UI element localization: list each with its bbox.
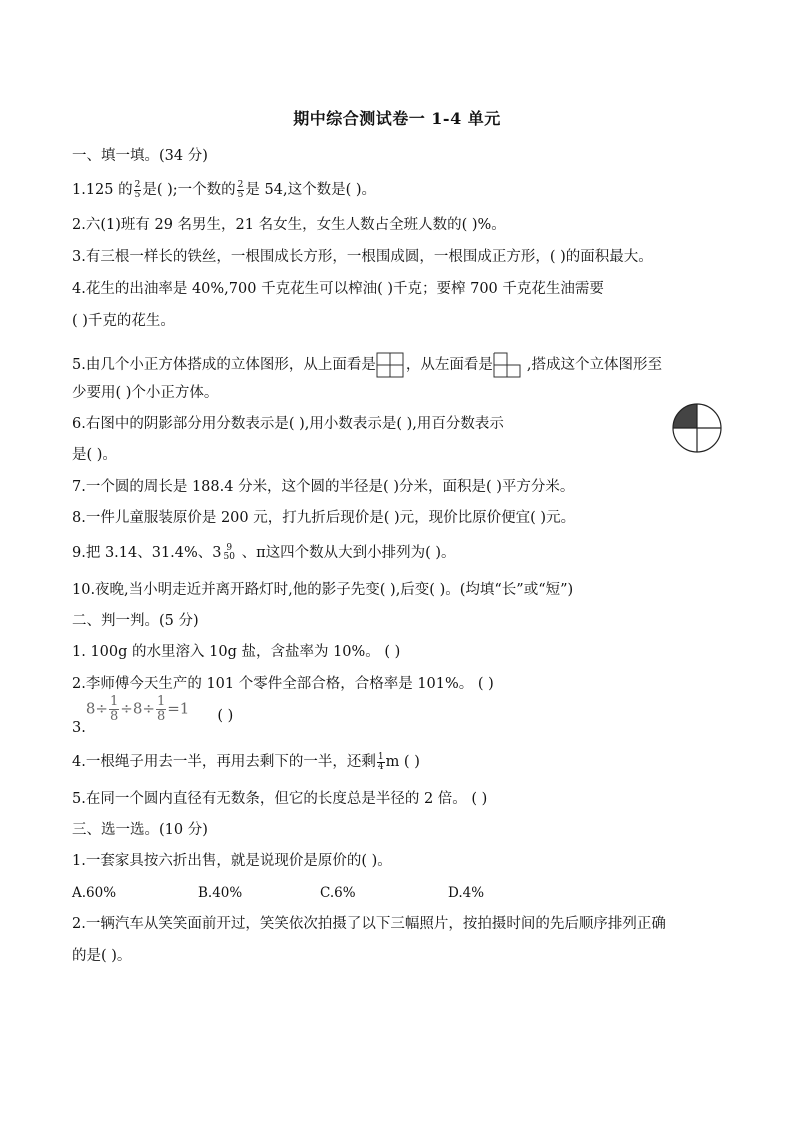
fraction-9-50: 9 50 <box>223 543 235 562</box>
question-6-line-1: 6.右图中的阴影部分用分数表示是( ),用小数表示是( ),用百分数表示 <box>72 416 504 432</box>
fraction-1-4: $\frac{1}{4}$ <box>377 751 384 772</box>
question-4-line-1: 4.花生的出油率是 40%,700 千克花生可以榨油( )千克；要榨 700 千克花生油需要 <box>72 281 604 297</box>
page-title: 期中综合测试卷一 1-4 单元 <box>293 109 501 128</box>
section-3-heading: 三、选一选。(10 分) <box>72 822 208 838</box>
q5-text-c: ,搭成这个立体图形至 <box>526 357 662 373</box>
q9-text-b: 、π这四个数从大到小排列为( )。 <box>236 545 456 561</box>
section-1-heading: 一、填一填。(34 分) <box>72 148 208 164</box>
question-3: 3.有三根一样长的铁丝，一根围成长方形，一根围成圆，一根围成正方形，( )的面积最大。 <box>72 249 653 265</box>
shaded-circle-figure <box>671 402 723 454</box>
question-7: 7.一个圆的周长是 188.4 分米，这个圆的半径是( )分米，面积是( )平方分米。 <box>72 479 575 495</box>
judge-3 <box>72 693 234 740</box>
question-10: 10.夜晚,当小明走近并离开路灯时,他的影子先变( ),后变( )。(均填“长”或“短”) <box>72 582 574 598</box>
j4-text-a: 4.一根绳子用去一半，再用去剩下的一半，还剩 <box>72 754 376 770</box>
option-b[interactable]: B.40% <box>198 885 243 901</box>
question-9 <box>72 543 456 563</box>
q9-text-a: 9.把 3.14、31.4%、3 <box>72 545 222 561</box>
question-5-line-2: 少要用( )个小正方体。 <box>72 385 219 401</box>
question-1 <box>72 180 376 200</box>
question-6-line-2: 是( )。 <box>72 447 117 463</box>
question-2: 2.六(1)班有 29 名男生，21 名女生，女生人数占全班人数的( )%。 <box>72 217 506 233</box>
judge-5: 5.在同一个圆内直径有无数条，但它的长度总是半径的 2 倍。 ( ) <box>72 791 488 807</box>
judge-2: 2.李师傅今天生产的 101 个零件全部合格，合格率是 101%。 ( ) <box>72 676 494 692</box>
choice-2-line-1: 2.一辆汽车从笑笑面前开过，笑笑依次拍摄了以下三幅照片，按拍摄时间的先后顺序排列正确 <box>72 916 666 932</box>
option-a[interactable]: A.60% <box>72 885 117 901</box>
q1-text-b: 是( );一个数的 <box>142 182 236 198</box>
left-view-grid-icon <box>493 352 527 378</box>
q5-text-b: ，从左面看是 <box>405 357 493 373</box>
choice-1: 1.一套家具按六折出售，就是说现价是原价的( )。 <box>72 853 392 869</box>
q1-text-a: 1.125 的 <box>72 182 133 198</box>
math-expression: 8÷ $\frac{1}{8}$ ÷8÷ $\frac{1}{8}$ =1 <box>85 693 190 724</box>
j3-answer-paren: ( ) <box>217 708 234 724</box>
j4-text-b: m ( ) <box>385 754 420 770</box>
judge-4 <box>72 752 420 772</box>
fraction-2-5: $\frac{2}{5}$ <box>237 179 244 200</box>
q5-text-a: 5.由几个小正方体搭成的立体图形，从上面看是 <box>72 357 376 373</box>
fraction-2-5: $\frac{2}{5}$ <box>134 179 141 200</box>
question-5-line-1 <box>72 352 662 378</box>
top-view-grid-icon <box>376 352 406 378</box>
section-2-heading: 二、判一判。(5 分) <box>72 613 199 629</box>
question-8: 8.一件儿童服装原价是 200 元，打九折后现价是( )元，现价比原价便宜( )元。 <box>72 510 576 526</box>
j3-number: 3. <box>72 720 86 736</box>
q1-text-c: 是 54,这个数是( )。 <box>245 182 376 198</box>
question-4-line-2: ( )千克的花生。 <box>72 313 175 329</box>
option-c[interactable]: C.6% <box>320 885 356 901</box>
option-d[interactable]: D.4% <box>448 885 485 901</box>
choice-2-line-2: 的是( )。 <box>72 948 132 964</box>
judge-1: 1. 100g 的水里溶入 10g 盐，含盐率为 10%。 ( ) <box>72 644 401 660</box>
